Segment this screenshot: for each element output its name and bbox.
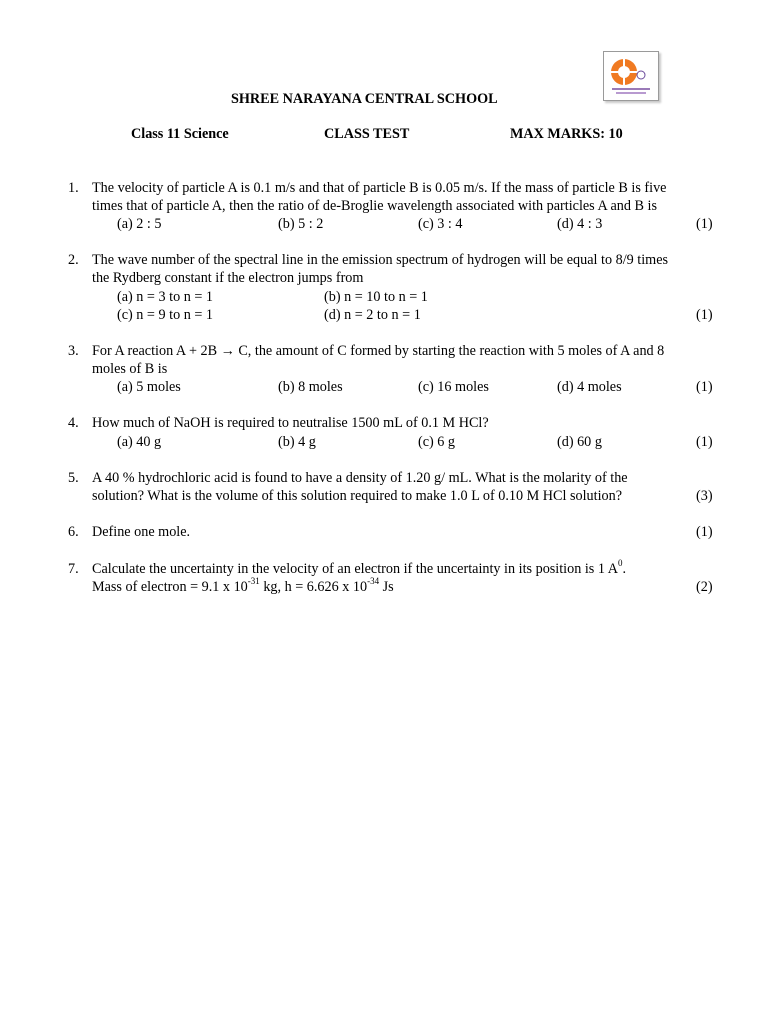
question-number: 4.	[68, 415, 79, 431]
question-marks: (1)	[696, 379, 713, 395]
option-b: (b) 4 g	[278, 434, 316, 450]
question-text	[92, 560, 626, 578]
question-marks: (1)	[696, 216, 713, 232]
question-text-part: Mass of electron = 9.1 x 10	[92, 579, 248, 595]
option-c: (c) 3 : 4	[418, 216, 463, 232]
question-text: solution? What is the volume of this solution required to make 1.0 L of 0.10 M HCl solution?	[92, 488, 623, 504]
question-number: 2.	[68, 252, 79, 268]
superscript: -34	[367, 576, 380, 587]
option-c: (c) 6 g	[418, 434, 456, 450]
question-text-part: kg, h = 6.626 x 10	[259, 579, 368, 595]
class-label: Class 11 Science	[131, 126, 229, 142]
question-text: The velocity of particle A is 0.1 m/s and that of particle B is 0.05 m/s. If the mass of particle B is five	[92, 180, 667, 196]
question-number: 3.	[68, 343, 79, 359]
question-text: A 40 % hydrochloric acid is found to have a density of 1.20 g/ mL. What is the molarity of the	[92, 470, 628, 486]
school-logo	[603, 51, 659, 101]
school-emblem-icon	[608, 55, 654, 97]
question-text: moles of B is	[92, 361, 168, 377]
question-text: For A reaction A + 2B → C, the amount of C formed by starting the reaction with 5 moles of A and 8	[92, 343, 665, 359]
option-b: (b) n = 10 to n = 1	[324, 289, 428, 305]
question-number: 5.	[68, 470, 79, 486]
option-a: (a) 2 : 5	[117, 216, 162, 232]
question-marks: (1)	[696, 434, 713, 450]
superscript: -31	[247, 576, 260, 587]
question-text-part: Js	[379, 579, 394, 595]
option-b: (b) 8 moles	[278, 379, 343, 395]
option-b: (b) 5 : 2	[278, 216, 324, 232]
question-marks: (1)	[696, 524, 713, 540]
question-number: 7.	[68, 561, 79, 577]
max-marks: MAX MARKS: 10	[510, 126, 623, 142]
option-d: (d) 60 g	[557, 434, 602, 450]
question-text: How much of NaOH is required to neutralise 1500 mL of 0.1 M HCl?	[92, 415, 489, 431]
option-c: (c) n = 9 to n = 1	[117, 307, 213, 323]
option-a: (a) n = 3 to n = 1	[117, 289, 213, 305]
question-text: Define one mole.	[92, 524, 191, 540]
option-a: (a) 40 g	[117, 434, 162, 450]
option-d: (d) 4 : 3	[557, 216, 603, 232]
question-text-part: .	[622, 561, 627, 577]
question-text: times that of particle A, then the ratio of de-Broglie wavelength associated with particles A and B is	[92, 198, 657, 214]
option-d: (d) 4 moles	[557, 379, 622, 395]
question-text	[92, 578, 394, 596]
question-marks: (2)	[696, 579, 713, 595]
option-c: (c) 16 moles	[418, 379, 489, 395]
superscript: 0	[617, 558, 623, 569]
question-text: the Rydberg constant if the electron jumps from	[92, 270, 364, 286]
question-number: 6.	[68, 524, 79, 540]
question-text: The wave number of the spectral line in the emission spectrum of hydrogen will be equal to 8/9 times	[92, 252, 669, 268]
school-name: SHREE NARAYANA CENTRAL SCHOOL	[231, 91, 498, 107]
option-a: (a) 5 moles	[117, 379, 181, 395]
question-marks: (3)	[696, 488, 713, 504]
test-title: CLASS TEST	[324, 126, 410, 142]
option-d: (d) n = 2 to n = 1	[324, 307, 421, 323]
question-number: 1.	[68, 180, 79, 196]
question-marks: (1)	[696, 307, 713, 323]
question-text-part: Calculate the uncertainty in the velocity of an electron if the uncertainty in its position is 1 A	[92, 561, 618, 577]
